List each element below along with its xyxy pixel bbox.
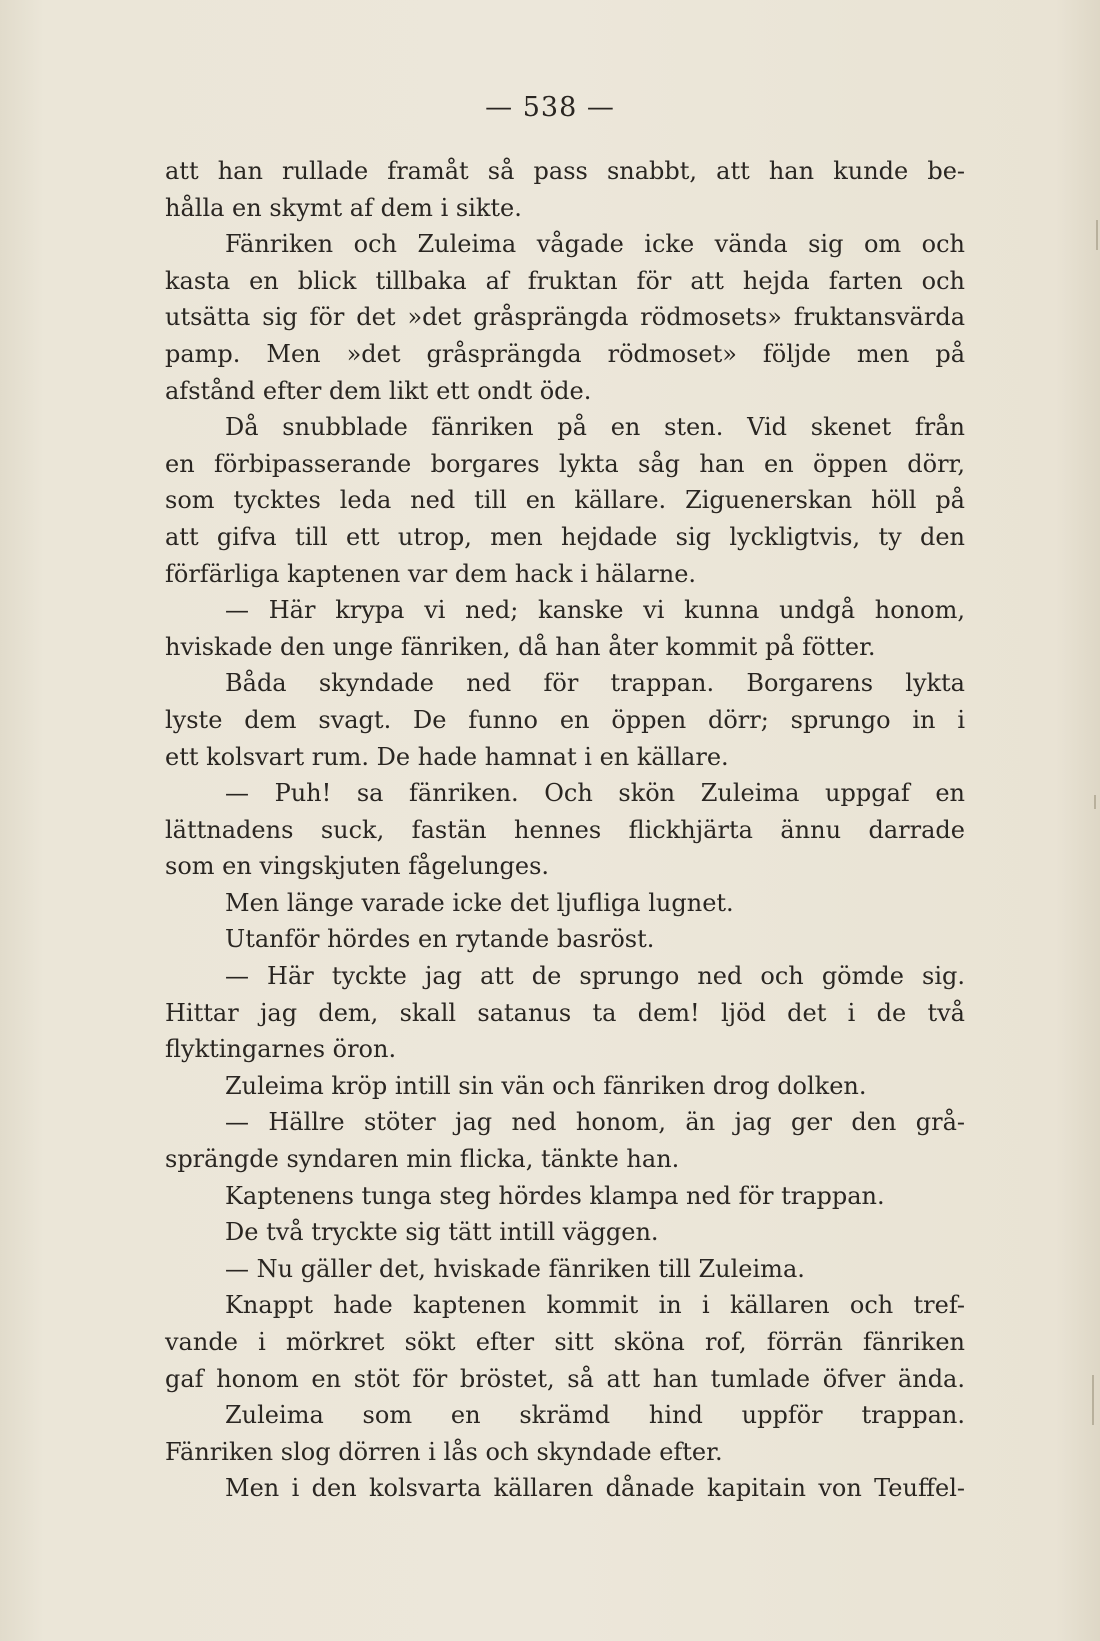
text-line: Då snubblade fänriken på en sten. Vid skenet från [225,413,965,442]
scan-edge-mark [1096,220,1098,250]
text-line: — Här krypa vi ned; kanske vi kunna undgå honom, [225,596,965,625]
text-line: som en vingskjuten fågelunges. [165,852,550,881]
text-line: att gifva till ett utrop, men hejdade sig lyckligtvis, ty den [165,522,965,551]
text-line: — Här tyckte jag att de sprungo ned och gömde sig. [225,962,965,991]
text-line: Zuleima som en skrämd hind uppför trappan. [225,1401,965,1430]
text-line: Hittar jag dem, skall satanus ta dem! ljöd det i de två [165,998,965,1027]
text-line: lättnadens suck, fastän hennes flickhjärta ännu darrade [165,815,965,844]
text-line: hviskade den unge fänriken, då han åter kommit på fötter. [165,632,876,661]
text-line: Fänriken och Zuleima vågade icke vända sig om och [225,230,965,259]
text-line: gaf honom en stöt för bröstet, så att han tumlade öfver ända. [165,1364,965,1393]
text-line: afstånd efter dem likt ett ondt öde. [165,376,592,405]
text-line: ett kolsvart rum. De hade hamnat i en källare. [165,742,729,771]
text-line: pamp. Men »det gråsprängda rödmoset» följde men på [165,339,965,368]
text-line: Men i den kolsvarta källaren dånade kapitain von Teuffel- [225,1474,965,1503]
text-line: utsätta sig för det »det gråsprängda rödmosets» fruktansvärda [165,303,965,332]
text-line: att han rullade framåt så pass snabbt, att han kunde be- [165,157,965,185]
scan-edge-mark [1094,795,1096,809]
text-line: De två tryckte sig tätt intill väggen. [225,1218,659,1247]
text-line: Kaptenens tunga steg hördes klampa ned för trappan. [225,1181,885,1210]
text-line: Båda skyndade ned för trappan. Borgarens lykta [225,669,965,698]
text-line: kasta en blick tillbaka af fruktan för att hejda farten och [165,266,965,295]
text-line: — Nu gäller det, hviskade fänriken till Zuleima. [225,1254,805,1283]
text-line: Zuleima kröp intill sin vän och fänriken drog dolken. [225,1071,867,1100]
text-line: vande i mörkret sökt efter sitt sköna rof, förrän fänriken [165,1328,965,1356]
text-line: en förbipasserande borgares lykta såg han en öppen dörr, [165,449,965,478]
text-line: Utanför hördes en rytande basröst. [225,925,655,954]
text-line: — Puh! sa fänriken. Och skön Zuleima uppgaf en [225,779,965,808]
text-line: hålla en skymt af dem i sikte. [165,193,522,222]
text-line: Knappt hade kaptenen kommit in i källaren och tref- [225,1291,965,1320]
body-text [165,153,965,1507]
scan-edge-mark [1092,1375,1094,1425]
text-line: Men länge varade icke det ljufliga lugnet. [225,888,734,917]
text-line: lyste dem svagt. De funno en öppen dörr; sprungo in i [165,705,965,734]
text-line: som tycktes leda ned till en källare. Ziguenerskan höll på [165,486,965,515]
page-number: — 538 — [485,92,615,123]
text-line: flyktingarnes öron. [165,1035,397,1064]
text-line: sprängde syndaren min flicka, tänkte han. [165,1145,680,1174]
text-line: förfärliga kaptenen var dem hack i hälarne. [165,559,697,588]
text-line: Fänriken slog dörren i lås och skyndade efter. [165,1437,723,1466]
text-line: — Hällre stöter jag ned honom, än jag ger den grå- [225,1108,965,1137]
